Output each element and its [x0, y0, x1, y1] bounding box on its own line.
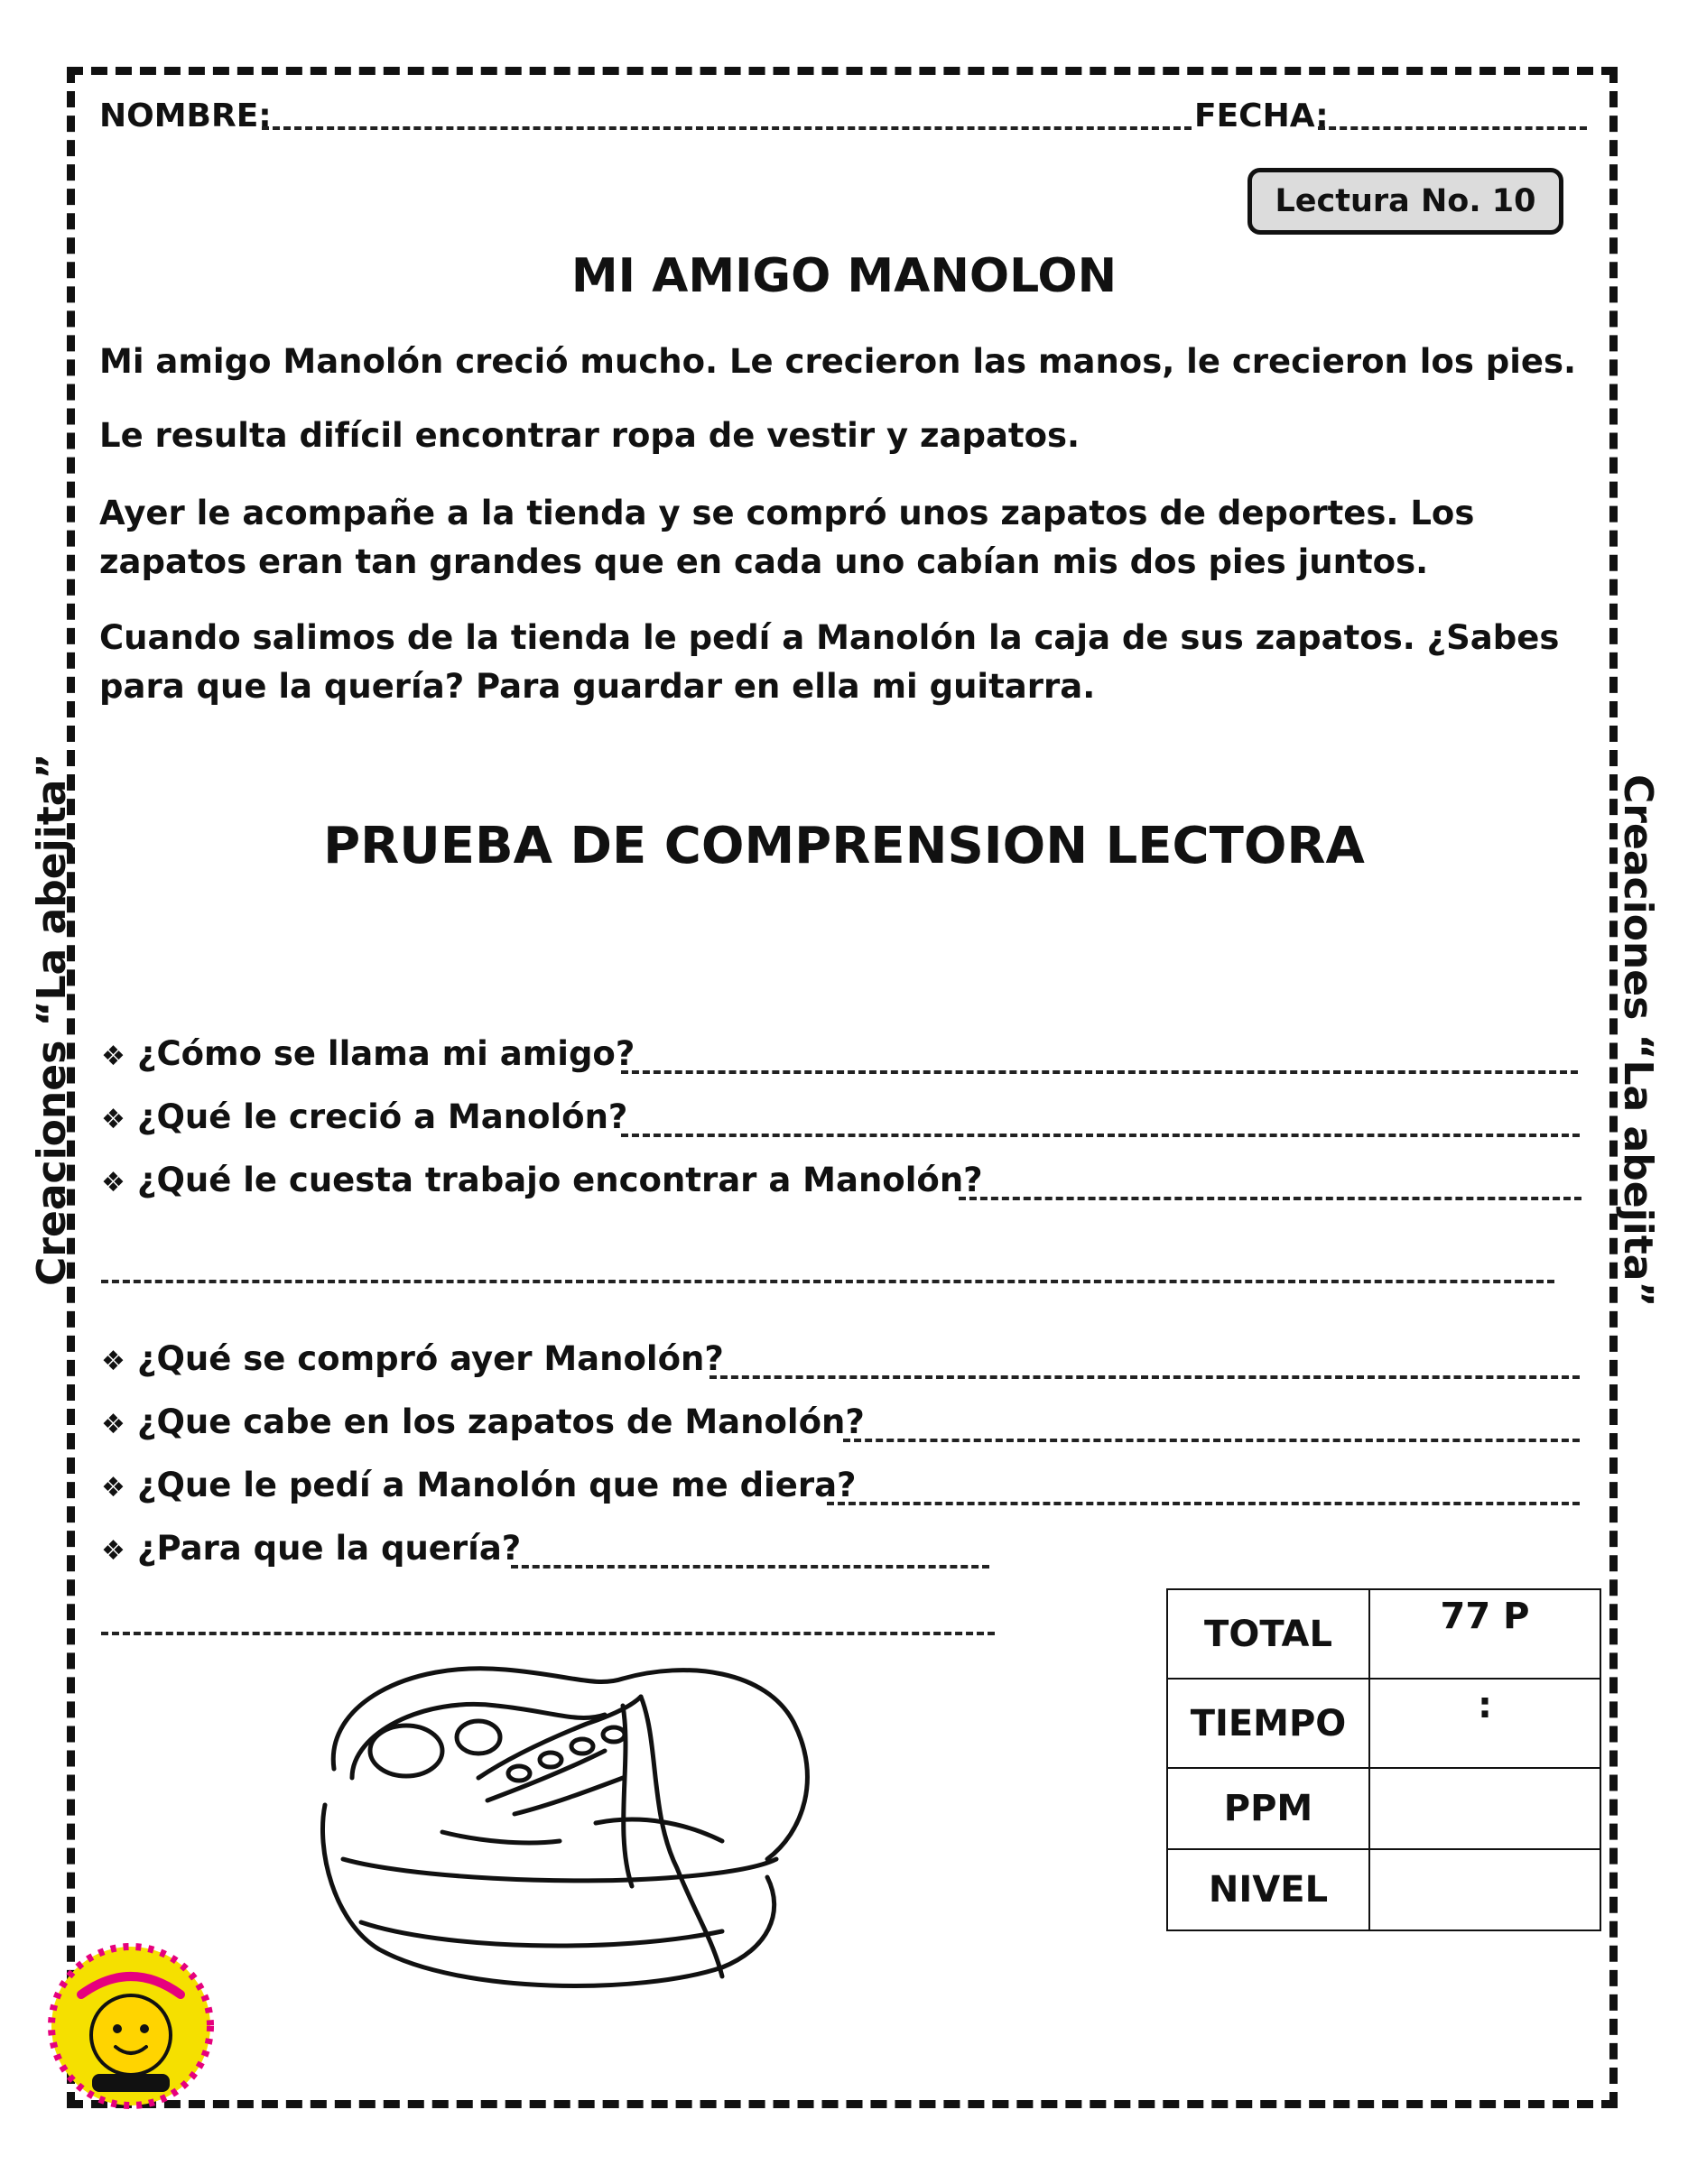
reading-number-badge: Lectura No. 10 — [1247, 168, 1563, 235]
question-item — [101, 1161, 983, 1199]
table-row — [1167, 1679, 1600, 1768]
score-label: PPM — [1167, 1768, 1369, 1849]
bee-logo-icon — [45, 1940, 217, 2112]
story-paragraph: Ayer le acompañe a la tienda y se compró unos zapatos de deportes. Los zapatos eran tan grandes que en cada uno cabían mis dos pies juntos. — [99, 494, 1475, 581]
name-line[interactable] — [262, 126, 1192, 130]
question-text: ¿Que cabe en los zapatos de Manolón? — [137, 1402, 865, 1441]
question-text: ¿Qué le creció a Manolón? — [137, 1097, 628, 1136]
date-label: FECHA: — [1194, 97, 1329, 134]
question-item — [101, 1402, 865, 1441]
question-text: ¿Qué se compró ayer Manolón? — [137, 1339, 724, 1378]
question-item — [101, 1034, 635, 1073]
sneaker-illustration — [298, 1652, 830, 2013]
score-label: NIVEL — [1167, 1849, 1369, 1930]
score-label: TOTAL — [1167, 1589, 1369, 1679]
table-row — [1167, 1768, 1600, 1849]
question-item — [101, 1466, 857, 1504]
answer-line[interactable] — [511, 1565, 989, 1569]
bullet-icon: ❖ — [101, 1167, 125, 1198]
question-text: ¿Qué le cuesta trabajo encontrar a Manolón? — [137, 1161, 983, 1199]
answer-line[interactable] — [843, 1439, 1580, 1442]
date-line[interactable] — [1318, 126, 1587, 130]
side-credit-right: Creaciones “La abejita” — [1615, 774, 1661, 1308]
answer-line[interactable] — [621, 1134, 1580, 1137]
side-credit-left: Creaciones “La abejita” — [29, 753, 75, 1286]
bullet-icon: ❖ — [101, 1472, 125, 1504]
bullet-icon: ❖ — [101, 1346, 125, 1377]
question-item — [101, 1097, 627, 1136]
score-label: TIEMPO — [1167, 1679, 1369, 1768]
score-value[interactable] — [1369, 1768, 1600, 1849]
answer-line[interactable] — [101, 1280, 1554, 1283]
story-paragraph: Mi amigo Manolón creció mucho. Le crecieron las manos, le crecieron los pies. — [99, 342, 1577, 381]
question-text: ¿Cómo se llama mi amigo? — [137, 1034, 635, 1073]
test-title: PRUEBA DE COMPRENSION LECTORA — [323, 817, 1365, 875]
score-table — [1166, 1588, 1601, 1931]
answer-line[interactable] — [710, 1375, 1580, 1379]
name-label: NOMBRE: — [99, 97, 272, 134]
bullet-icon: ❖ — [101, 1409, 125, 1440]
score-value[interactable] — [1369, 1849, 1600, 1930]
score-value[interactable]: : — [1369, 1679, 1600, 1768]
question-item — [101, 1529, 521, 1568]
answer-line[interactable] — [101, 1632, 995, 1635]
question-text: ¿Que le pedí a Manolón que me diera? — [137, 1466, 857, 1504]
bullet-icon: ❖ — [101, 1535, 125, 1567]
answer-line[interactable] — [827, 1502, 1580, 1505]
answer-line[interactable] — [621, 1070, 1578, 1074]
bullet-icon: ❖ — [101, 1041, 125, 1072]
story-paragraph: Le resulta difícil encontrar ropa de vestir y zapatos. — [99, 416, 1081, 455]
table-row — [1167, 1849, 1600, 1930]
question-text: ¿Para que la quería? — [137, 1529, 522, 1568]
story-title: MI AMIGO MANOLON — [570, 249, 1118, 303]
question-item — [101, 1339, 724, 1378]
score-value[interactable]: 77 P — [1369, 1589, 1600, 1679]
answer-line[interactable] — [959, 1197, 1581, 1200]
table-row — [1167, 1589, 1600, 1679]
story-paragraph: Cuando salimos de la tienda le pedí a Manolón la caja de sus zapatos. ¿Sabes para que la quería? Para guardar en ella mi guitarra. — [99, 618, 1560, 706]
bullet-icon: ❖ — [101, 1104, 125, 1135]
